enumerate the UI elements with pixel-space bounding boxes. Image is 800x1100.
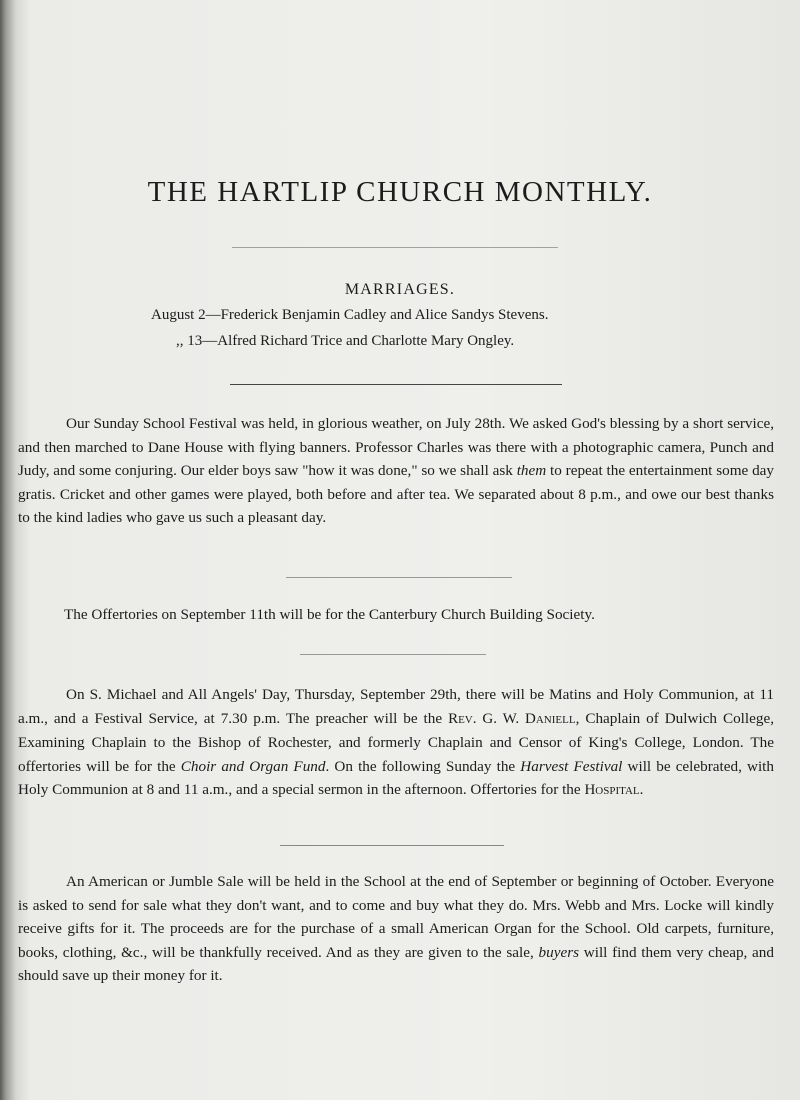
page-title: THE HARTLIP CHURCH MONTHLY. (147, 176, 653, 208)
festival-paragraph (18, 412, 774, 530)
michaelmas-paragraph (18, 683, 774, 803)
marriages-heading: MARRIAGES. (344, 281, 456, 298)
marriage-entry (176, 333, 514, 350)
marriage-entry (151, 307, 548, 324)
divider (280, 845, 504, 846)
sale-paragraph (18, 870, 774, 988)
buyers-emphasis: buyers (538, 943, 580, 961)
michaelmas-text: will be celebrated, with Holy Communion at 8 and 11 a.m., and a special sermon in the afternoon. Offertories for the (18, 757, 774, 798)
sale-text: An American or Jumble Sale will be held in the School at the end of September or beginning of October. Everyone is asked to send for sale what they don't want, and to come and buy what they do. Mrs. Webb and Mrs. Locke will kindly receive gifts for it. The proceeds are for the purchase of a small American Organ for the School. Old carpets, furniture, books, clothing, &c., will be thankfully received. And as they are given to the sale, (18, 873, 774, 961)
sale-text: will find them very cheap, and should save up their money for it. (18, 943, 774, 984)
michaelmas-text: . On the following Sunday the (325, 757, 521, 775)
offertories-text: The Offertories on September 11th will be for the Canterbury Church Building Society. (64, 606, 595, 623)
divider (300, 654, 486, 655)
festival-text: Our Sunday School Festival was held, in glorious weather, on July 28th. We asked God's blessing by a short service, and then marched to Dane House with flying banners. Professor Charles was there with a photographic camera, Punch and Judy, and some conjuring. Our elder boys saw "how it was done," so we shall ask (18, 415, 774, 479)
offertories-paragraph (18, 603, 774, 627)
michaelmas-text: . (639, 781, 644, 798)
fund-name: Choir and Organ Fund (180, 757, 326, 775)
marriage-date: ,, 13— (176, 333, 218, 349)
harvest-festival: Harvest Festival (520, 757, 623, 775)
preacher-name: Rev. G. W. Daniell (448, 710, 576, 727)
michaelmas-text: On S. Michael and All Angels' Day, Thursday, September 29th, there will be Matins and Holy Communion, at 11 a.m., and a Festival Service, at 7.30 p.m. The preacher will be the (18, 686, 774, 727)
hospital-label: Hospital (584, 782, 640, 798)
divider (286, 577, 512, 578)
michaelmas-text: , Chaplain of Dulwich College, Examining Chaplain to the Bishop of Rochester, and formerly Chaplain and Censor of King's College, London. The offertories will be for the (18, 709, 774, 775)
marriage-names: Alfred Richard Trice and Charlotte Mary Ongley. (217, 333, 515, 349)
festival-text-2: to repeat the entertainment some day gratis. Cricket and other games were played, both before and after tea. We separated about 8 p.m., and owe our best thanks to the kind ladies who gave us such a pleasant day. (18, 462, 774, 526)
festival-emphasis: them (516, 462, 547, 479)
divider (232, 247, 558, 248)
divider (230, 384, 562, 385)
marriage-date: August 2— (151, 307, 221, 323)
marriage-names: Frederick Benjamin Cadley and Alice Sandys Stevens. (220, 307, 549, 323)
